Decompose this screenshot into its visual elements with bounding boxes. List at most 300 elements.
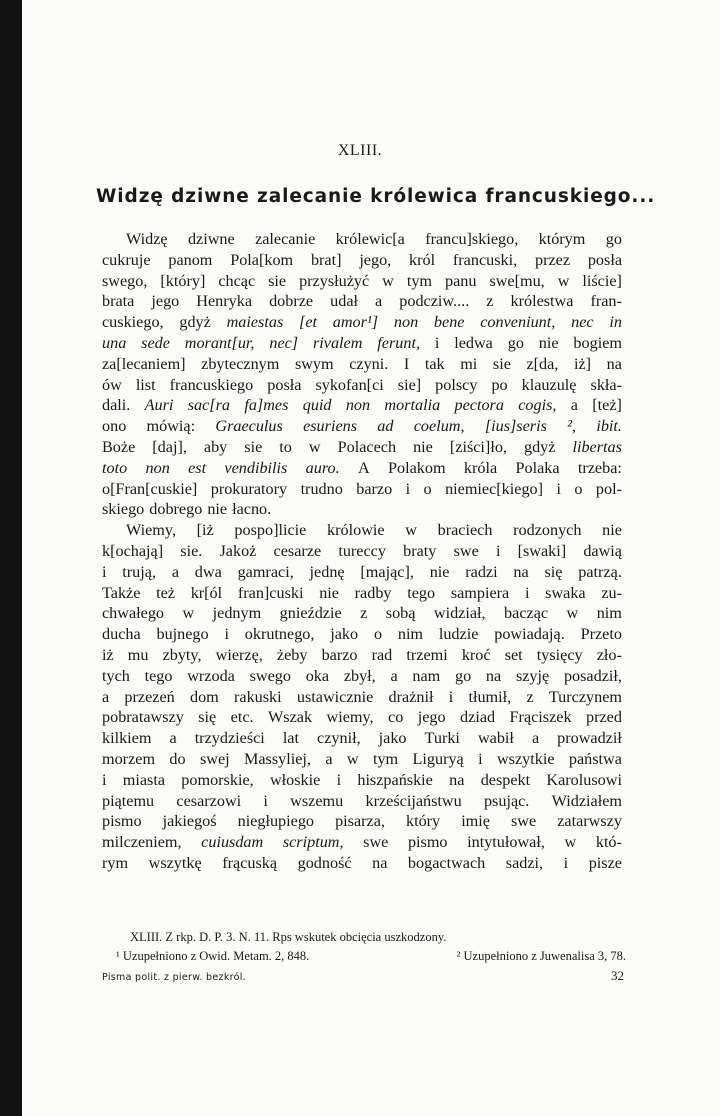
text-word: wszytkę <box>148 853 202 872</box>
text-word: scriptum, <box>282 833 344 852</box>
text-word: wszytkie <box>496 749 555 768</box>
text-word: dobrego <box>149 500 203 519</box>
text-word: któ- <box>595 833 622 852</box>
text-line <box>102 520 622 541</box>
text-word: sadzi, <box>505 853 544 872</box>
text-word: i <box>434 333 440 352</box>
text-word: imię <box>461 812 490 831</box>
text-word: swaka <box>545 583 586 602</box>
text-word: miasta <box>122 770 166 789</box>
text-word: sede <box>141 333 170 352</box>
text-line <box>102 562 622 583</box>
text-word: a <box>102 687 110 706</box>
text-word: też <box>156 583 175 602</box>
text-word: Przeto <box>580 625 622 644</box>
text-word: się <box>544 562 563 581</box>
text-word: coelum, <box>413 417 465 436</box>
text-word: zbyty, <box>162 645 202 664</box>
text-word: morant[ur, <box>184 333 255 352</box>
text-word: wiemy, <box>326 708 374 727</box>
text-word: nie <box>319 583 339 602</box>
text-word: libertas <box>572 437 622 456</box>
text-word: Boże <box>102 437 136 456</box>
text-word: vendibilis <box>224 458 288 477</box>
text-line <box>102 416 622 437</box>
text-word: amor¹] <box>332 313 379 332</box>
text-word: piątemu <box>102 791 155 810</box>
text-word: mortalia <box>384 396 441 415</box>
text-word: oka <box>305 666 330 685</box>
text-word: Frąciszek <box>509 708 572 727</box>
text-word: w <box>564 833 577 852</box>
text-word: morzem <box>102 749 156 768</box>
text-word: gamraci, <box>237 562 294 581</box>
text-word: nim <box>397 625 424 644</box>
text-word: cogis, <box>518 396 557 415</box>
text-word: zbytecznym <box>201 354 280 373</box>
text-word: Liguryą <box>412 749 464 768</box>
text-word: z[da, <box>526 354 559 373</box>
text-word: i <box>563 853 569 872</box>
text-word: aby <box>203 437 228 456</box>
text-word: panu <box>445 271 477 290</box>
text-word: w <box>405 521 417 540</box>
text-word: wszemu <box>290 791 344 810</box>
text-word: iż] <box>573 354 592 373</box>
text-word: okrutnego, <box>244 625 315 644</box>
text-word: ferunt, <box>377 333 420 352</box>
text-word: cuiusdam <box>201 833 264 852</box>
text-line <box>102 770 622 791</box>
text-line <box>102 728 622 749</box>
text-word: przed <box>586 708 622 727</box>
text-word: trudno <box>300 479 343 498</box>
text-word: gdyż <box>523 437 556 456</box>
text-word: za[lecaniem] <box>102 354 186 373</box>
text-word: liście] <box>582 271 622 290</box>
text-word: ustawicznie <box>296 687 374 706</box>
text-word: przezeń <box>124 687 175 706</box>
page-foot <box>102 968 624 984</box>
text-word: tysięcy <box>536 645 583 664</box>
text-word: i <box>405 479 411 498</box>
text-word: rakuski <box>234 687 282 706</box>
text-word: nie <box>429 562 450 581</box>
text-word: tak <box>424 354 445 373</box>
text-line <box>102 749 622 770</box>
text-word: powiadają. <box>494 625 565 644</box>
text-word: o <box>373 625 383 644</box>
text-word: do <box>169 749 186 768</box>
text-word: brat] <box>310 250 342 269</box>
text-word: Polacech <box>337 437 397 456</box>
text-word: na <box>372 853 388 872</box>
text-word: go <box>455 666 472 685</box>
text-word: czynił, <box>317 729 361 748</box>
text-word: set <box>504 645 523 664</box>
text-word: ibit. <box>596 417 622 436</box>
text-word: frącuską <box>222 853 278 872</box>
text-word: tłumił, <box>468 687 512 706</box>
text-word: nie <box>602 521 622 540</box>
text-word: Graeculus <box>215 417 283 436</box>
text-word: Widzę <box>126 230 168 248</box>
text-word: non <box>145 458 170 477</box>
text-word: i <box>495 541 501 560</box>
chapter-number: XLIII. <box>337 142 383 159</box>
text-word: królowie <box>327 521 385 540</box>
footnote-row <box>116 947 626 966</box>
text-word: podcziw.... <box>399 292 470 311</box>
text-line <box>102 624 622 645</box>
text-word: Karolusowi <box>546 770 622 789</box>
text-word: panom <box>168 250 213 269</box>
text-line <box>102 271 622 292</box>
text-word: go <box>605 230 622 248</box>
text-word: Jakoż <box>219 541 257 560</box>
text-word: jego, <box>359 250 392 269</box>
text-word: Polakom <box>388 458 446 477</box>
text-word: ducha <box>102 625 141 644</box>
text-word: [też] <box>592 396 622 415</box>
text-line <box>102 458 622 479</box>
text-word: dobrze <box>269 292 314 311</box>
text-word: mu <box>127 645 149 664</box>
text-word: udał <box>330 292 359 311</box>
page-number: 32 <box>611 968 624 983</box>
imprint-signature: Pisma polit. z pierw. bezkról. <box>102 972 246 983</box>
text-word: państwa <box>568 749 622 768</box>
text-word: una <box>102 333 127 352</box>
text-word: cesarzowi <box>176 791 242 810</box>
text-word: fran]cuski <box>237 583 304 602</box>
text-line <box>102 499 622 520</box>
text-word: a <box>325 749 333 768</box>
chapter-title: Widzę dziwne zalecanie królewica francuskiego... <box>96 186 656 207</box>
text-line <box>102 312 622 333</box>
text-word: rivalem <box>312 333 363 352</box>
text-word: a <box>171 562 179 581</box>
text-word: kroć <box>461 645 491 664</box>
text-word: i <box>102 770 107 789</box>
text-word: pobratawszy <box>102 708 184 727</box>
text-word: zbył, <box>343 666 376 685</box>
text-word: etc. <box>230 708 254 727</box>
text-word: pismo <box>102 812 142 831</box>
text-word: esuriens <box>303 417 358 436</box>
text-word: i <box>556 479 561 498</box>
text-word: drażnił <box>388 687 434 706</box>
text-line <box>102 395 622 416</box>
text-word: posła <box>587 250 622 269</box>
text-word: na <box>606 354 622 373</box>
text-word: sie <box>492 354 511 373</box>
text-word: sykofan[ci <box>315 375 384 394</box>
text-word: w <box>382 271 394 290</box>
text-word: kilkiem <box>102 729 152 748</box>
text-word: królewic[a <box>335 230 405 248</box>
text-word: i <box>524 583 530 602</box>
text-word: jego <box>151 292 180 311</box>
text-word: rodzonych <box>513 521 582 540</box>
text-word: ad <box>377 417 394 436</box>
text-word: król <box>409 250 436 269</box>
text-word: [et <box>299 313 317 332</box>
text-word: i <box>102 562 107 581</box>
text-word: Wszak <box>268 708 313 727</box>
text-word: z <box>486 292 494 311</box>
text-word: żeby <box>276 645 308 664</box>
text-line <box>102 603 622 624</box>
text-line <box>102 437 622 458</box>
text-word: iż <box>102 645 114 664</box>
text-word: który <box>405 812 441 831</box>
text-word: nie <box>413 437 433 456</box>
text-word: in <box>609 313 622 332</box>
text-word: sampiera <box>450 583 510 602</box>
text-word: skła- <box>590 375 622 394</box>
text-word: a <box>570 396 578 415</box>
text-line <box>102 354 622 375</box>
text-word: trzeba: <box>577 458 622 477</box>
text-word: list <box>135 375 156 394</box>
text-word: barzo <box>356 479 393 498</box>
text-word: czyni. <box>349 354 389 373</box>
text-word: quid <box>302 396 332 415</box>
text-word: radby <box>354 583 392 602</box>
text-word: ², <box>567 417 577 436</box>
text-word: [ziści]ło, <box>449 437 507 456</box>
text-word: Henryka <box>196 292 253 311</box>
text-word: francuskiego <box>169 375 254 394</box>
text-word: lat <box>282 729 299 748</box>
text-word: sac[ra <box>187 396 231 415</box>
text-word: zalecanie <box>255 230 316 248</box>
text-word: klauzulę <box>521 375 577 394</box>
text-word: rad <box>371 645 393 664</box>
text-word: Także <box>102 583 141 602</box>
text-line <box>102 707 622 728</box>
text-word: chwałego <box>102 604 165 623</box>
text-word: swego <box>249 666 291 685</box>
text-word: Widziałem <box>551 791 622 810</box>
text-word: dziad <box>460 708 496 727</box>
text-word: hiszpańskie <box>357 770 433 789</box>
text-word: nie <box>538 333 559 352</box>
text-word: wabił <box>477 729 514 748</box>
text-word: jakiegoś <box>162 812 217 831</box>
text-word: rym <box>102 853 129 872</box>
text-word: swej <box>199 749 230 768</box>
text-word: intytułował, <box>467 833 545 852</box>
text-word: pectora <box>454 396 504 415</box>
text-word: A <box>358 458 370 477</box>
text-line <box>102 541 622 562</box>
text-word: barzo <box>321 645 358 664</box>
scan-binding-edge <box>0 0 22 1116</box>
text-line <box>102 832 622 853</box>
text-word: nec <box>571 313 594 332</box>
text-word: zatarwszy <box>557 812 622 831</box>
text-word: chcąc <box>218 271 256 290</box>
text-word: w <box>346 749 359 768</box>
text-word: sie. <box>180 541 203 560</box>
text-word: gnieździe <box>279 604 342 623</box>
text-word: prowadził <box>557 729 622 748</box>
text-word: radzi <box>465 562 498 581</box>
text-word: jako <box>378 729 407 748</box>
text-word: godność <box>297 853 352 872</box>
text-line <box>102 250 622 271</box>
text-word: to <box>279 437 292 456</box>
text-word: o[Fran[cuskie] <box>102 479 198 498</box>
text-word: którym <box>538 230 586 248</box>
text-word: w <box>182 604 195 623</box>
text-word: swym <box>294 354 334 373</box>
text-word: Polaka <box>515 458 560 477</box>
text-word: Pola[kom <box>230 250 294 269</box>
text-word: mi <box>460 354 478 373</box>
text-word: o <box>423 479 432 498</box>
text-word: dom <box>189 687 219 706</box>
text-word: go <box>507 333 524 352</box>
text-word: [iż <box>196 521 214 540</box>
text-word: a <box>390 666 398 685</box>
text-word: dwa <box>194 562 222 581</box>
text-line <box>102 687 622 708</box>
text-word: est <box>188 458 207 477</box>
text-word: po <box>491 375 508 394</box>
text-line <box>102 811 622 832</box>
text-word: zu- <box>601 583 622 602</box>
text-word: z <box>360 604 368 623</box>
text-word: Massyliej, <box>243 749 311 768</box>
text-word: tym <box>406 271 433 290</box>
text-word: maiestas <box>226 313 284 332</box>
text-word: nie <box>207 500 228 519</box>
text-word: Turki <box>424 729 460 748</box>
text-word: krześcijaństwu <box>365 791 462 810</box>
text-word: francuski, <box>452 250 518 269</box>
text-word: Turczynem <box>548 687 622 706</box>
text-word: wierzę, <box>215 645 263 664</box>
text-word: dziwne <box>187 230 235 248</box>
text-word: pomorskie, <box>181 770 254 789</box>
text-word: widział, <box>433 604 486 623</box>
text-word: trzydzieści <box>194 729 265 748</box>
text-word: [ius]seris <box>484 417 547 436</box>
text-line <box>102 375 622 396</box>
text-word: o <box>574 479 583 498</box>
text-word: i <box>478 749 483 768</box>
text-word: jako <box>330 625 359 644</box>
text-word: sie] <box>397 375 422 394</box>
text-word: na <box>485 666 502 685</box>
text-word: pismo <box>407 833 448 852</box>
text-word: pospo]licie <box>234 521 307 540</box>
text-line <box>102 479 622 500</box>
text-word: swe[mu, <box>489 271 545 290</box>
text-word: na <box>513 562 529 581</box>
text-word: przysłużyć <box>299 271 370 290</box>
text-line <box>102 333 622 354</box>
text-word: swe <box>363 833 389 852</box>
text-word: tego <box>407 583 436 602</box>
text-word: jego <box>417 708 446 727</box>
text-word: swego, <box>102 271 148 290</box>
text-word: sobą <box>385 604 416 623</box>
text-line <box>102 853 622 874</box>
text-word: ów <box>102 375 122 394</box>
text-word: króla <box>463 458 498 477</box>
text-word: nam <box>412 666 441 685</box>
text-word: I <box>403 354 410 373</box>
text-word: despekt <box>480 770 531 789</box>
text-word: k[ochają] <box>102 541 164 560</box>
text-word: bacząc <box>504 604 549 623</box>
text-word: co <box>388 708 404 727</box>
text-word: toto <box>102 458 128 477</box>
text-word: dali. <box>102 396 131 415</box>
text-word: braciech <box>437 521 493 540</box>
text-word: [który] <box>160 271 206 290</box>
text-word: ono <box>102 417 127 436</box>
text-word: gdyż <box>179 313 211 332</box>
text-word: prokuratory <box>210 479 288 498</box>
text-line <box>102 583 622 604</box>
text-word: wrzoda <box>187 666 235 685</box>
text-word: tym <box>372 749 399 768</box>
text-word: a <box>375 292 383 311</box>
text-word: jednym <box>212 604 262 623</box>
text-word: milczeniem, <box>102 833 182 852</box>
text-word: [mając], <box>360 562 414 581</box>
text-word: ledwa <box>454 333 493 352</box>
text-word: przez <box>534 250 571 269</box>
text-word: tego <box>144 666 173 685</box>
text-word: w <box>308 437 321 456</box>
text-word: i <box>448 687 454 706</box>
text-line <box>102 791 622 812</box>
text-word: pol- <box>595 479 622 498</box>
text-word: conveniunt, <box>480 313 556 332</box>
text-word: fran- <box>590 292 622 311</box>
text-word: auro. <box>305 458 340 477</box>
text-word: w <box>557 271 570 290</box>
text-word: bene <box>433 313 465 332</box>
text-word: posadził, <box>563 666 622 685</box>
footnote-source: XLIII. Z rkp. D. P. 3. N. 11. Rps wskutek obcięcia uszkodzony. <box>130 930 447 944</box>
text-word: niemiec[kiego] <box>445 479 544 498</box>
text-word: brata <box>102 292 135 311</box>
footnote-2: ² Uzupełniono z Juwenalisa 3, 78. <box>456 949 626 963</box>
text-word: non <box>345 396 371 415</box>
text-word: szyję <box>515 666 550 685</box>
body-text <box>102 229 622 874</box>
text-word: cukruje <box>102 250 151 269</box>
text-word: trują, <box>122 562 157 581</box>
text-word: tych <box>102 666 130 685</box>
text-word: jednę <box>309 562 345 581</box>
text-word: w <box>566 604 579 623</box>
text-word: psując. <box>483 791 530 810</box>
text-word: cesarze <box>273 541 322 560</box>
text-word: nec] <box>269 333 299 352</box>
text-word: niegłupiego <box>237 812 315 831</box>
text-word: i <box>224 625 229 644</box>
text-word: francu]skiego, <box>425 230 519 248</box>
text-word: a <box>531 729 540 748</box>
